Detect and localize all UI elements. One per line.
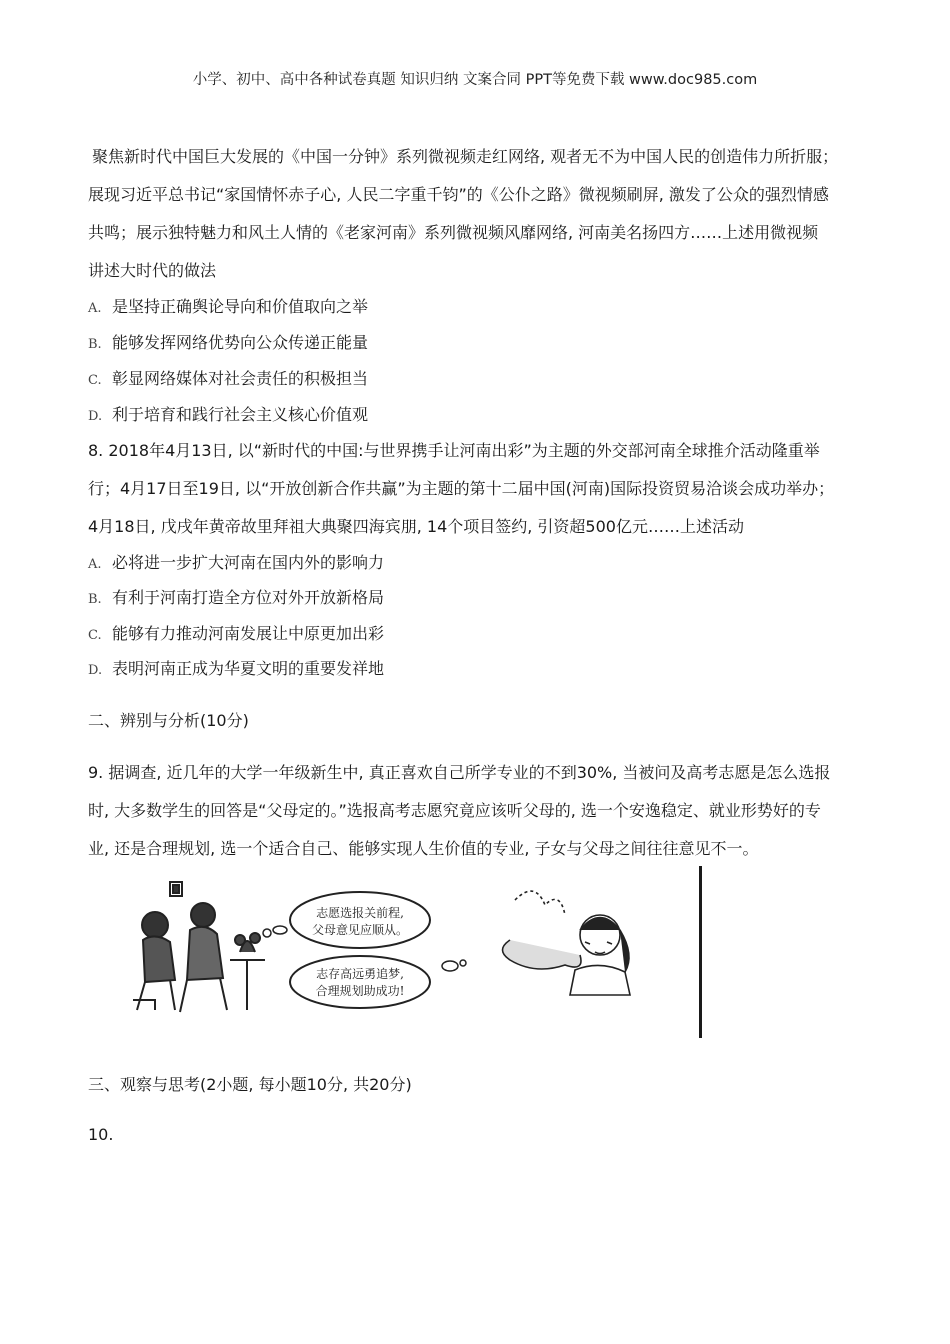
section-2-title: 二、辨别与分析(10分)	[88, 711, 249, 730]
vertical-divider	[699, 866, 702, 1038]
option-label: A.	[88, 557, 102, 572]
q9-line-1: 9. 据调查, 近几年的大学一年级新生中, 真正喜欢自己所学专业的不到30%, 当被问及高考志愿是怎么选报	[88, 763, 831, 782]
thought-dot	[273, 926, 287, 934]
q10-number: 10.	[88, 1125, 114, 1144]
q8-option-c[interactable]	[88, 621, 384, 644]
q7-option-c[interactable]	[88, 366, 368, 389]
option-label: C.	[88, 373, 102, 388]
option-text: 是坚持正确舆论导向和价值取向之举	[112, 297, 369, 316]
q8-option-b[interactable]	[88, 585, 384, 608]
thought-dot	[460, 960, 466, 966]
q8-option-a[interactable]	[88, 550, 384, 573]
q8-line-2: 行；4月17日至19日, 以“开放创新合作共赢”为主题的第十二届中国(河南)国际投资贸易洽谈会成功举办；	[88, 479, 835, 498]
thought-dot	[263, 929, 271, 937]
option-label: A.	[88, 301, 102, 316]
bubble-1-line-2: 父母意见应顺从。	[311, 923, 409, 937]
option-text: 必将进一步扩大河南在国内外的影响力	[112, 553, 385, 572]
thought-dot	[442, 961, 458, 971]
option-label: C.	[88, 628, 102, 643]
q7-option-b[interactable]	[88, 330, 368, 353]
option-label: B.	[88, 337, 102, 352]
parents-figure	[133, 882, 265, 1012]
q7-option-d[interactable]	[88, 402, 368, 425]
option-text: 能够发挥网络优势向公众传递正能量	[112, 333, 369, 352]
q8-line-1: 8. 2018年4月13日, 以“新时代的中国:与世界携手让河南出彩”为主题的外交部河南全球推介活动隆重举	[88, 441, 820, 460]
q9-illustration	[115, 860, 715, 1045]
option-label: D.	[88, 409, 103, 424]
option-text: 能够有力推动河南发展让中原更加出彩	[112, 624, 385, 643]
bubble-2-line-2: 合理规划助成功!	[315, 984, 405, 998]
q7-line-2: 展现习近平总书记“家国情怀赤子心, 人民二字重千钧”的《公仆之路》微视频刷屏, 激发了公众的强烈情感	[88, 185, 829, 204]
student-speech-bubble	[290, 956, 430, 1008]
q8-line-3: 4月18日, 戊戌年黄帝故里拜祖大典聚四海宾朋, 14个项目签约, 引资超500亿元……上述活动	[88, 517, 744, 536]
q9-line-2: 时, 大多数学生的回答是“父母定的。”选报高考志愿究竟应该听父母的, 选一个安逸稳定、就业形势好的专	[88, 801, 821, 820]
option-label: D.	[88, 663, 103, 678]
option-text: 彰显网络媒体对社会责任的积极担当	[112, 369, 369, 388]
q9-line-3: 业, 还是合理规划, 选一个适合自己、能够实现人生价值的专业, 子女与父母之间往往意见不一。	[88, 839, 759, 858]
section-3-title: 三、观察与思考(2小题, 每小题10分, 共20分)	[88, 1075, 412, 1094]
q8-option-d[interactable]	[88, 656, 384, 679]
option-label: B.	[88, 592, 102, 607]
page-header: 小学、初中、高中各种试卷真题 知识归纳 文案合同 PPT等免费下载 www.doc985.com	[192, 72, 758, 88]
q7-line-4: 讲述大时代的做法	[88, 261, 217, 280]
bubble-1-line-1: 志愿选报关前程,	[316, 906, 404, 920]
q7-line-1: 聚焦新时代中国巨大发展的《中国一分钟》系列微视频走红网络, 观者无不为中国人民的创造伟力所折服；	[92, 147, 839, 166]
option-text: 利于培育和践行社会主义核心价值观	[112, 405, 369, 424]
q7-line-3: 共鸣；展示独特魅力和风土人情的《老家河南》系列微视频风靡网络, 河南美名扬四方……上述用微视频	[88, 223, 819, 242]
q7-option-a[interactable]	[88, 294, 368, 317]
option-text: 有利于河南打造全方位对外开放新格局	[112, 588, 385, 607]
option-text: 表明河南正成为华夏文明的重要发祥地	[112, 659, 385, 678]
student-figure	[503, 891, 631, 995]
bubble-2-line-1: 志存高远勇追梦,	[316, 967, 404, 981]
parent-speech-bubble	[290, 892, 430, 948]
